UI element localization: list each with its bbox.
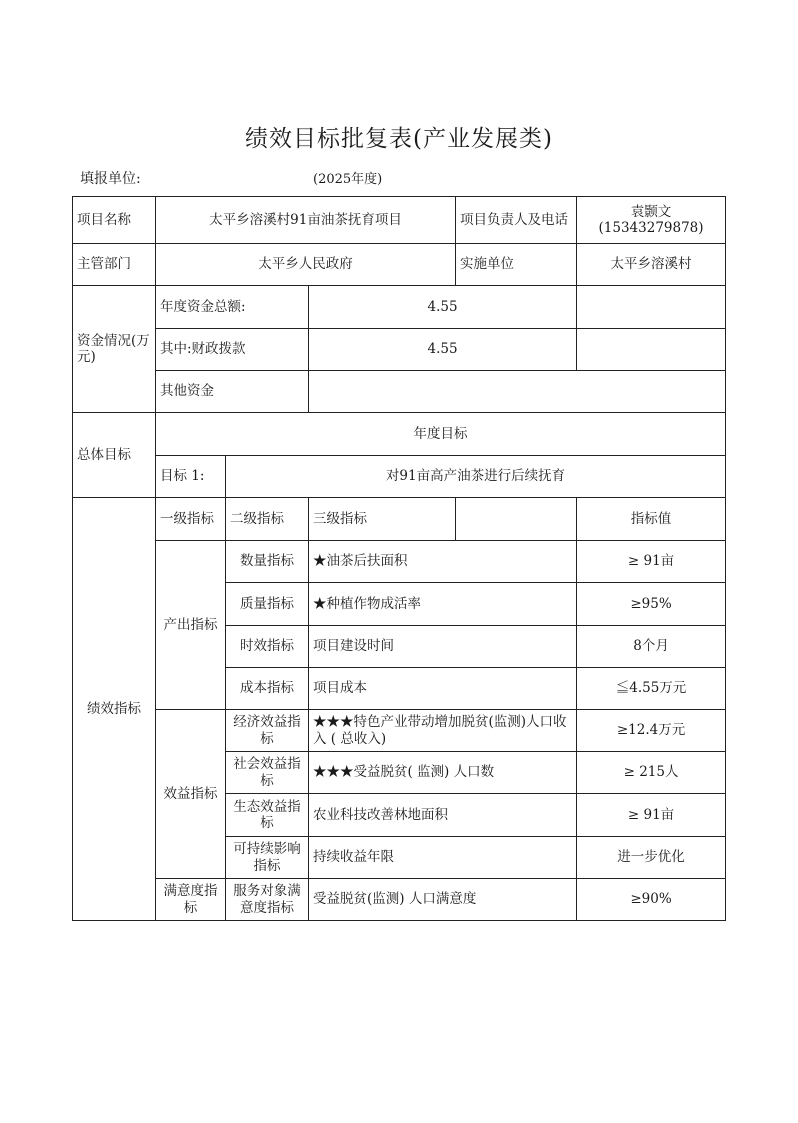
output-level2: 成本指标	[226, 668, 309, 710]
satisfaction-level3: 受益脱贫(监测) 人口满意度	[309, 879, 577, 921]
year-label: (2025年度)	[313, 172, 383, 187]
satisfaction-level2: 服务对象满意度指标	[226, 879, 309, 921]
satisfaction-label: 满意度指标	[156, 879, 226, 921]
performance-table	[72, 196, 726, 921]
benefit-level3: 持续收益年限	[309, 837, 577, 879]
dept-value: 太平乡人民政府	[156, 244, 456, 286]
project-leader-value	[577, 197, 726, 244]
output-level3: ★油茶后扶面积	[309, 541, 577, 583]
benefit-level3: ★★★受益脱贫( 监测) 人口数	[309, 752, 577, 794]
output-level3: 项目建设时间	[309, 626, 577, 668]
header-blank	[456, 498, 577, 541]
table-row	[73, 197, 726, 244]
benefit-value: ≥ 215人	[577, 752, 726, 794]
header-level3: 三级指标	[309, 498, 456, 541]
funds-fiscal-label: 其中:财政拨款	[156, 329, 309, 371]
leader-name: 袁颢文	[630, 203, 672, 220]
benefit-level2: 生态效益指标	[226, 794, 309, 837]
output-level2: 数量指标	[226, 541, 309, 583]
project-name-value: 太平乡溶溪村91亩油茶抚育项目	[156, 197, 456, 244]
funds-total-value: 4.55	[309, 286, 577, 329]
benefit-level3: 农业科技改善林地面积	[309, 794, 577, 837]
performance-label: 绩效指标	[73, 498, 156, 921]
table-row	[73, 879, 726, 921]
benefit-label: 效益指标	[156, 710, 226, 879]
output-value: ≦4.55万元	[577, 668, 726, 710]
table-row	[73, 286, 726, 329]
header-level2: 二级指标	[226, 498, 309, 541]
leader-phone: (15343279878)	[598, 220, 704, 236]
funds-label: 资金情况(万元)	[73, 286, 156, 413]
impl-label: 实施单位	[456, 244, 577, 286]
fill-unit-label: 填报单位:	[80, 171, 141, 187]
goal1-label: 目标 1:	[156, 456, 226, 498]
dept-label: 主管部门	[73, 244, 156, 286]
funds-total-extra	[577, 286, 726, 329]
output-value: ≥95%	[577, 583, 726, 626]
impl-value: 太平乡溶溪村	[577, 244, 726, 286]
project-name-label: 项目名称	[73, 197, 156, 244]
output-level3: ★种植作物成活率	[309, 583, 577, 626]
page-title: 绩效目标批复表(产业发展类)	[245, 126, 553, 152]
benefit-level2: 社会效益指标	[226, 752, 309, 794]
funds-fiscal-extra	[577, 329, 726, 371]
header-value: 指标值	[577, 498, 726, 541]
output-level2: 时效指标	[226, 626, 309, 668]
table-row	[73, 541, 726, 583]
overall-label: 总体目标	[73, 413, 156, 498]
funds-total-label: 年度资金总额:	[156, 286, 309, 329]
benefit-value: ≥ 91亩	[577, 794, 726, 837]
output-level2: 质量指标	[226, 583, 309, 626]
table-row	[73, 710, 726, 752]
table-row	[73, 456, 726, 498]
funds-fiscal-value: 4.55	[309, 329, 577, 371]
project-leader-label: 项目负责人及电话	[456, 197, 577, 244]
table-row	[73, 498, 726, 541]
benefit-level3: ★★★特色产业带动增加脱贫(监测)人口收入 ( 总收入)	[309, 710, 577, 752]
output-value: ≥ 91亩	[577, 541, 726, 583]
satisfaction-value: ≥90%	[577, 879, 726, 921]
funds-other-value	[309, 371, 726, 413]
table-row	[73, 329, 726, 371]
benefit-value: 进一步优化	[577, 837, 726, 879]
output-label: 产出指标	[156, 541, 226, 710]
funds-other-label: 其他资金	[156, 371, 309, 413]
table-row	[73, 413, 726, 456]
header-level1: 一级指标	[156, 498, 226, 541]
goal1-text: 对91亩高产油茶进行后续抚育	[226, 456, 726, 498]
benefit-level2: 经济效益指标	[226, 710, 309, 752]
output-level3: 项目成本	[309, 668, 577, 710]
benefit-level2: 可持续影响指标	[226, 837, 309, 879]
output-value: 8个月	[577, 626, 726, 668]
table-row	[73, 244, 726, 286]
annual-goal-label: 年度目标	[156, 413, 726, 456]
table-row	[73, 371, 726, 413]
benefit-value: ≥12.4万元	[577, 710, 726, 752]
